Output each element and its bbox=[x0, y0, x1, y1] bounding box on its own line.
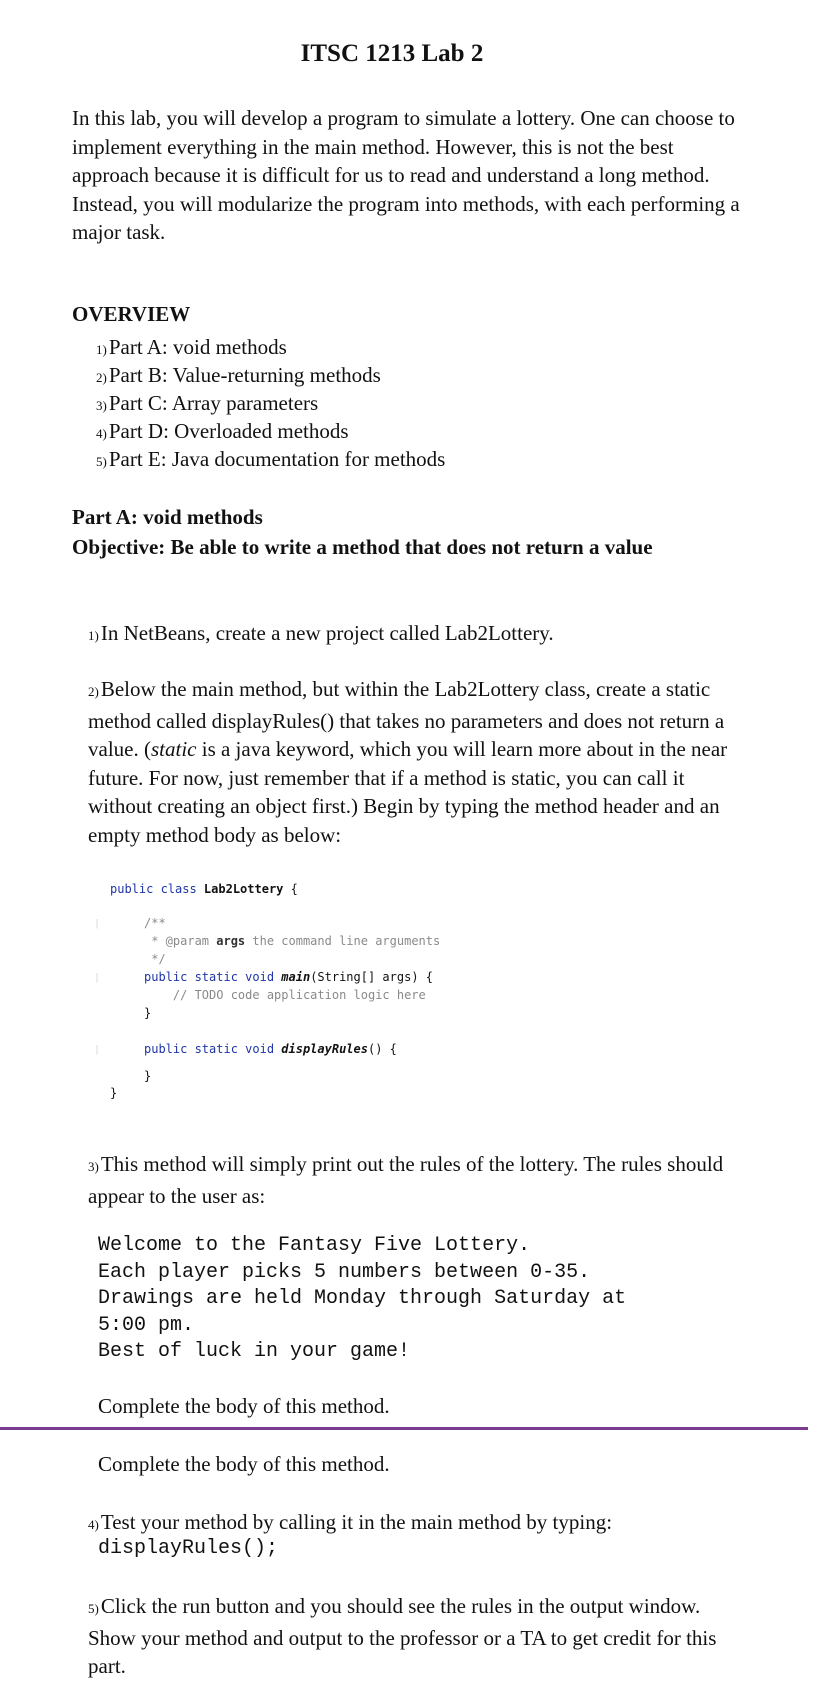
code-line: /** bbox=[144, 916, 166, 930]
step-number: 1) bbox=[88, 628, 99, 643]
intro-paragraph: In this lab, you will develop a program to simulate a lottery. One can choose to implement everything in the main method. However, this is not the best approach because it is difficult for us to read and understand a long method. Instead, you will modularize the program into methods, with each performing a major task. bbox=[72, 106, 740, 245]
code-line: } bbox=[144, 1069, 152, 1083]
code-line: * @param args the command line arguments bbox=[144, 934, 441, 948]
overview-heading: OVERVIEW bbox=[72, 302, 191, 326]
code-screenshot: public class Lab2Lottery { | /** * @param args the command line arguments */ | public static void main(String[] args) { // TODO code application logic here } | public static void displayRules() { } } bbox=[96, 882, 441, 1100]
step-3 bbox=[88, 1150, 728, 1210]
step-text: Click the run button and you should see the rules in the output window. Show your method and output to the professor or a TA to get credit for this part. bbox=[88, 1594, 717, 1679]
page-title: ITSC 1213 Lab 2 bbox=[300, 40, 484, 67]
overview-item bbox=[96, 419, 349, 444]
lottery-rules-output bbox=[98, 1233, 626, 1366]
part-a-heading: Part A: void methods bbox=[72, 505, 263, 529]
item-number: 2) bbox=[96, 370, 107, 385]
code-line: */ bbox=[144, 952, 166, 966]
overview-item bbox=[96, 363, 381, 388]
step-number: 3) bbox=[88, 1159, 99, 1174]
step-4 bbox=[88, 1508, 728, 1540]
call-code: displayRules(); bbox=[98, 1537, 279, 1560]
item-text: Part B: Value-returning methods bbox=[108, 363, 381, 387]
code-line: } bbox=[110, 1086, 118, 1100]
italic-keyword: static bbox=[150, 737, 197, 762]
item-number: 5) bbox=[96, 454, 107, 469]
step-2 bbox=[88, 675, 728, 850]
step-5 bbox=[88, 1592, 728, 1681]
code-line: // TODO code application logic here bbox=[144, 988, 426, 1002]
overview-item bbox=[96, 391, 318, 416]
item-text: Part C: Array parameters bbox=[108, 391, 319, 415]
rules-line: Welcome to the Fantasy Five Lottery. bbox=[98, 1234, 531, 1257]
complete-instruction-repeat: Complete the body of this method. bbox=[98, 1452, 390, 1476]
item-text: Part D: Overloaded methods bbox=[108, 419, 349, 443]
item-number: 4) bbox=[96, 426, 107, 441]
step-text: Test your method by calling it in the main method by typing: bbox=[100, 1510, 613, 1534]
rules-line: Best of luck in your game! bbox=[98, 1340, 411, 1363]
code-line: } bbox=[144, 1006, 152, 1020]
section-divider bbox=[0, 1427, 808, 1430]
step-text: In NetBeans, create a new project called Lab2Lottery. bbox=[100, 621, 554, 645]
item-text: Part A: void methods bbox=[108, 335, 287, 359]
item-text: Part E: Java documentation for methods bbox=[108, 447, 446, 471]
code-line: public static void main(String[] args) { bbox=[144, 970, 434, 984]
item-number: 3) bbox=[96, 398, 107, 413]
rules-line: Each player picks 5 numbers between 0-35. bbox=[98, 1260, 591, 1284]
part-a-objective: Objective: Be able to write a method that does not return a value bbox=[72, 535, 653, 559]
code-line: public class Lab2Lottery { bbox=[110, 882, 298, 896]
rules-line: 5:00 pm. bbox=[98, 1313, 195, 1337]
complete-instruction: Complete the body of this method. bbox=[98, 1394, 390, 1418]
step-text: This method will simply print out the rules of the lottery. The rules should appear to the user as: bbox=[88, 1152, 724, 1208]
step-number: 2) bbox=[88, 684, 99, 699]
step-1 bbox=[88, 619, 738, 651]
item-number: 1) bbox=[96, 342, 107, 357]
step-number: 5) bbox=[88, 1601, 99, 1616]
step-text: is a java keyword, which you will learn more about in the near future. For now, just remember that if a method is static, you can call it without creating an object first.) Begin by typing the method header and an empty method body as below: bbox=[88, 737, 728, 847]
overview-item bbox=[96, 447, 445, 472]
step-number: 4) bbox=[88, 1517, 99, 1532]
step-text: Below the main method, but within the Lab2Lottery class, create a static method called displayRules() that takes no parameters and does not return a value. ( bbox=[88, 677, 725, 762]
rules-line: Drawings are held Monday through Saturday at bbox=[98, 1287, 627, 1310]
overview-item bbox=[96, 335, 287, 360]
code-line: public static void displayRules() { bbox=[144, 1042, 397, 1056]
